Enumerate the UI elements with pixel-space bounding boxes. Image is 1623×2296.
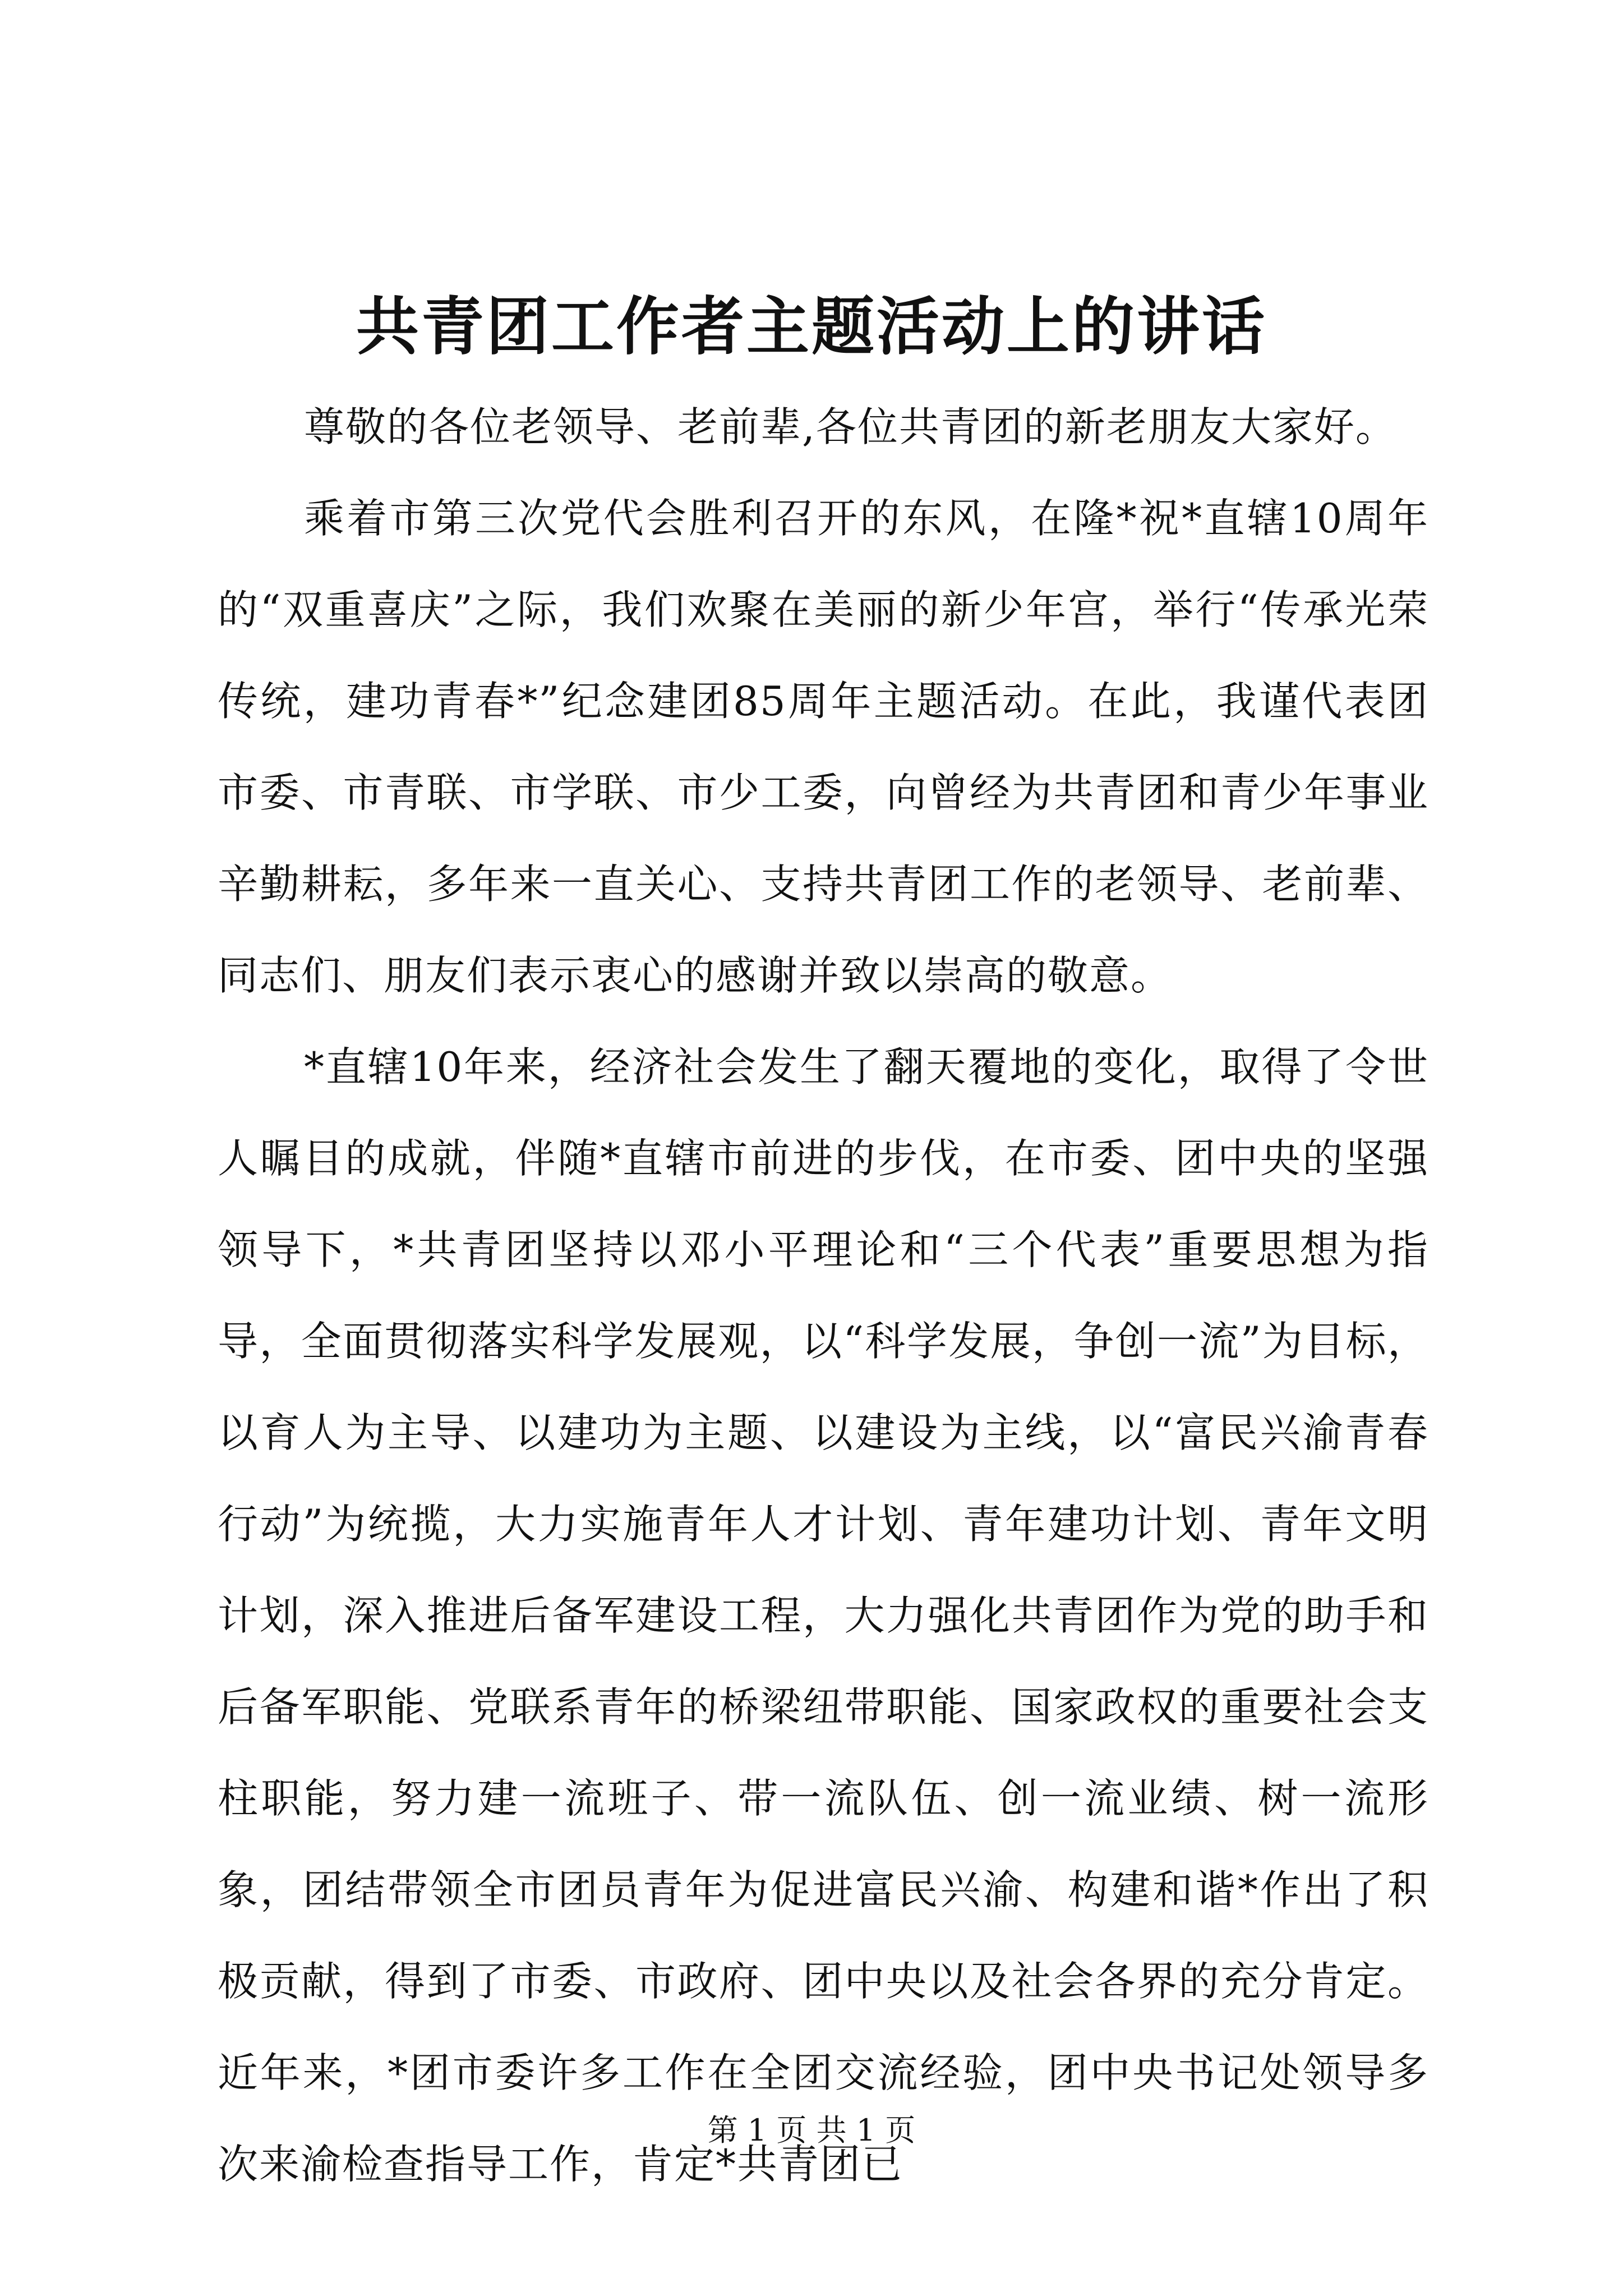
document-title: 共青团工作者主题活动上的讲话 bbox=[356, 290, 1267, 364]
page-footer: 第 1 页 共 1 页 bbox=[707, 2113, 916, 2148]
paragraph-achievements: *直辖10年来，经济社会发生了翻天覆地的变化，取得了令世人瞩目的成就，伴随*直辖市前进的步伐，在市委、团中央的坚强领导下，*共青团坚持以邓小平理论和“三个代表”重要思想为指导，全面贯彻落实科学发展观，以“科学发展，争创一流”为目标，以育人为主导、以建功为主题、以建设为主线，以“富民兴渝青春行动”为统揽，大力实施青年人才计划、青年建功计划、青年文明计划，深入推进后备军建设工程，大力强化共青团作为党的助手和后备军职能、党联系青年的桥梁纽带职能、国家政权的重要社会支柱职能，努力建一流班子、带一流队伍、创一流业绩、树一流形象，团结带领全市团员青年为促进富民兴渝、构建和谐*作出了积极贡献，得到了市委、市政府、团中央以及社会各界的充分肯定。近年来，*团市委许多工作在全团交流经验，团中央书记处领导多次来渝检查指导工作，肯定*共青团已 bbox=[218, 1043, 1429, 2188]
document-body bbox=[218, 381, 1429, 2210]
paragraph-greeting: 尊敬的各位老领导、老前辈,各位共青团的新老朋友大家好。 bbox=[304, 403, 1397, 450]
paragraph-opening: 乘着市第三次党代会胜利召开的东风，在隆*祝*直辖10周年的“双重喜庆”之际，我们欢聚在美丽的新少年宫，举行“传承光荣传统，建功青春*”纪念建团85周年主题活动。在此，我谨代表团市委、市青联、市学联、市少工委，向曾经为共青团和青少年事业辛勤耕耘，多年来一直关心、支持共青团工作的老领导、老前辈、同志们、朋友们表示衷心的感谢并致以崇高的敬意。 bbox=[218, 495, 1429, 999]
